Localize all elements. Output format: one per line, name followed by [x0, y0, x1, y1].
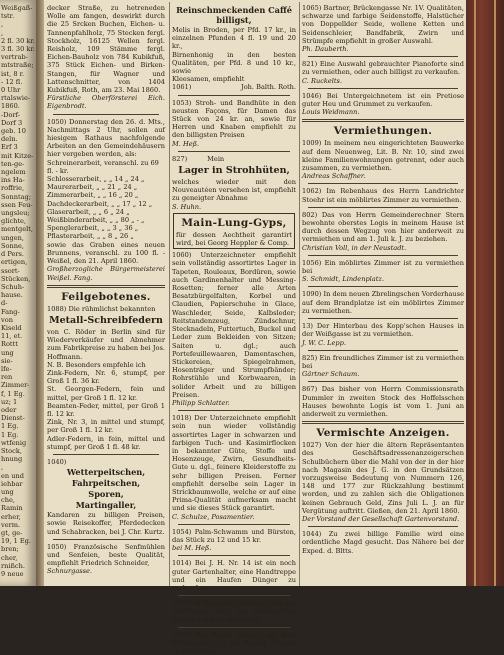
left-page-line: Sonntag; [1, 192, 32, 201]
left-page-line: Stock, [1, 446, 22, 455]
ad-1065-text: 1065) Bartner, Brückengasse Nr. 1V. Qualitäten, schwarze und farbige Seidenstoffe, Halstücher von Doppellder Seide, wollene Ketten und Seidenschleier, Bandfabrik, Zwirn und Strümpfe empfiehlt in großer Auswahl. [302, 4, 464, 45]
separator [308, 318, 458, 319]
left-page-line: , [1, 28, 4, 37]
separator [308, 88, 458, 89]
ad-1050b-signature: Schnurgasse. [47, 567, 93, 576]
separator [53, 539, 159, 540]
ad-1009-signature: Andreas Schaffner. [302, 172, 366, 181]
left-page-line: erher, [1, 512, 21, 521]
separator [178, 151, 290, 152]
left-page-line: ist, 8 r. [1, 69, 25, 78]
ad-1090-text: 1090) In dem neuen Zbrelingschen Vorderhause auf dem Brandplatze ist ein möblirtes Zimmer zu vermiethen. [302, 290, 464, 315]
works-item: Dachdeckerarbeit, „ „ 17 „ 12 „ [47, 199, 153, 208]
metal-pens-title: Metall-Schreibfedern [49, 314, 163, 326]
left-page-line: uz; 1 [1, 397, 18, 406]
section-title-rentals: Vermiethungen. [333, 125, 433, 138]
left-page-line: Dorf 3 [1, 118, 23, 127]
left-page-line: , [1, 463, 4, 472]
left-page-line: Sonne, [1, 241, 24, 250]
coffee-ad-clover: Kleesamen, empfiehlt [172, 75, 245, 84]
ad-1088-intro: 1088) Die rühmlichst bekannten [47, 304, 156, 313]
left-page-line: tstr. [1, 12, 15, 21]
ad-1050-tail: sowie das Graben eines neuen Brunnens, veranschl. zu 100 fl. - Weißel, den 21. April 1860. [47, 240, 165, 266]
metal-pens-note: N. B. Besonders empfehle ich [47, 360, 146, 369]
coffee-ad-honey: Birnenhonig in den besten Qualitäten, per Pfd. 8 und 10 kr., sowie [172, 50, 296, 76]
left-page-text [1, 4, 35, 578]
separator [308, 183, 458, 184]
gypsum-ad-box [173, 213, 295, 249]
ad-1053-signature: M. Heß. [172, 139, 200, 148]
column-divider [299, 2, 300, 586]
book-binding [466, 0, 504, 586]
column-3 [302, 4, 464, 555]
ad-1040-item: Sporen, [88, 489, 124, 500]
column-divider [169, 2, 170, 586]
left-page-line: ten-ge- [1, 159, 25, 168]
coffee-ad-text: Melis in Broden, per Pfd. 17 kr., in einzelnen Pfunden 4 fl. 19 und 20 kr., [172, 26, 296, 51]
works-list [47, 159, 165, 241]
ad-1053-text: 1053) Stroh- und Bandhüte in den neusten Façons, für Damen das Stück von 24 kr. an, sowie für Herren und Knaben empfiehlt zu den billigsten Preisen [172, 98, 296, 140]
left-page-line: f, 1 Eg. [1, 389, 25, 398]
left-page-line: en und [1, 471, 24, 480]
ad-1040-number: 1040) [47, 457, 67, 466]
ad-1056-text: 1056) Ein möblirtes Zimmer ist zu vermiethen bei [302, 258, 464, 276]
forest-auction-text: decker Straße, zu hetreneden Wolle am fangen, deswirkt durch die 25 Srcken Buchen, Eichen- u. Tannenpfahlholz, 75 Stecken fergl. Stockholz, 16125 Wellen fergl. Reisholz, 109 Stämme fergl. Eichen-Bauholz von 784 Kubikfuß, 375 Stück Eichen- und Birken-Stangen, für Wagner und Lattenschnitter, von 1404 Kubikfuß, Roth, am 23. Mai 1860. [47, 4, 165, 95]
ad-821-signature: C. Ruckelts. [302, 76, 343, 85]
left-page-line: ertigen, [1, 258, 28, 267]
left-page-edge [0, 0, 36, 586]
gypsum-ad-title: Main-Lung-Gyps, [181, 216, 287, 229]
ad-1040-text: Kandaren zu billigen Preisen, sowie Reisekoffer, Pferdedecken und Schabracken, bei J. Chr. Kurtz. [47, 511, 165, 536]
ad-1018-signature: C. Schulze, Posamentier. [172, 512, 255, 521]
left-page-line: 9 neue [1, 570, 24, 579]
ad-1027-text: 1027) Von der hier die ältern Repräsentanten des Geschäftsadressenanzeigerschen Schulbüchern über die Mahl von der in der hier nach Magasin des J. G. in den Grundsätzen vorzugsweise Bedeutung von Nummern 126, 148 und 177 zur Rückzahlung bestimmt worden, und zu zahlen sich die Obligationen keinen Gebrauch Geld, Zins Juli L. J. an für Vergütung auftritt. Gießen, den 21. April 1860. [302, 441, 464, 515]
left-page-line: ssen Feu- [1, 200, 33, 209]
left-page-line: vertrab- [1, 53, 28, 62]
ad-1050-signature: Großherzogliche Bürgermeisterei Weißel. Fang. [47, 265, 165, 282]
section-title-misc: Vermischte Anzeigen. [316, 427, 450, 440]
ad-867-text: 867) Das bisher von Herrn Commissionsrath Dummler in zweiten Stock des Hoffelsschen Hauses bewohnte Logis ist vom 1. Juni an anderweit zu vermiethen. [302, 385, 464, 418]
left-page-line: glichte, [1, 217, 27, 226]
left-page-line: wtfenig [1, 438, 27, 447]
separator [53, 454, 159, 455]
left-page-line: 0 Uhr [1, 86, 21, 95]
ad-13-text: 13) Der Hinterbau des Kopp'schen Hauses in der Weißgasse ist zu vermiethen. [302, 322, 464, 339]
coffee-ad-title: Reinschmeckenden Caffé billigst, [176, 5, 292, 25]
ad-1046-text: 1046) Bei Untergeichnetem ist ein Pretiose guter Heu und Grummet zu verkaufen. [302, 91, 464, 109]
ad-1054-text: 1054) Palm-Schwamm und Bürsten, das Stück zu 12 und 15 kr. [172, 527, 296, 544]
left-page-line: 1 Eg. [1, 430, 19, 439]
ad-1040-item: Martingaller, [75, 500, 137, 511]
works-item: Schlosserarbeit, „ „ 14 „ 24 „ [47, 175, 145, 184]
ad-1018-text: 1018) Der Unterzeichnete empfiehlt sein nun wieder vollständig assortirtes Lager in schwarzen und farbigen Tuch- und Kasimirflocken in bekannter Güte, Stoffe und Hosenzeuge, Zwirn, Gesundheits-Gute u. dgl., feinere Kleiderstoffe zu sehr billigen Preisen. Ferner empfiehlt derselbe sein Lager in Strickbaumwolle, welche er auf eine Prima-Qualität aufmerksam macht und sie dieses Stück garantirt. [172, 414, 296, 513]
separator [308, 56, 458, 57]
left-page-line: Schuh- [1, 282, 25, 291]
metal-pens-text: von C. Röder in Berlin sind für Wiederverkäufer und Abnehmer zum Fabrikpreise zu haben bei Jos. Hoffmann. [47, 327, 165, 361]
left-page-line: Fang- [1, 307, 20, 316]
separator [178, 595, 290, 596]
left-page-line: geb. 10 [1, 127, 26, 136]
left-page-line: lfe- [1, 364, 12, 373]
straw-hat-text: welches wieder mit den Nouveautéen versehen ist, empfiehlt zu geneigter Abnahme [172, 178, 296, 203]
ad-1060-text: 1060) Unterzeichneter empfiehlt sein vollständig assortirtes Lager in Tapeten, Rouleaux, Bordüren, sowie auch Gardinenhalter und Messing-Rosetten; ferner alle Arten Besatzbürgelfalten, Korbel und Claudien, Papierschuhe in Glace, Waschleder, Seide, Kalbsleder; Reitstandenzeug, Zündschnur, Stecknadeln, Futtertuch, Buckel und Leder zum Bekleiden von Sitzen; Saiten u. dgl.; auch Portefeuillewaaren, Damentaschen, Stickereien, Spiegelrahmen, Hosenträger und Strumpfbänder; Rohrstühle und Korbwaaren, in solider Arbeit und zu billigen Preisen. [172, 251, 296, 399]
separator [178, 410, 290, 411]
left-page-line: Stücken, [1, 274, 31, 283]
separator [308, 255, 458, 256]
works-item: Weißbinderarbeit, „ „ 80 „ - „ [47, 216, 145, 225]
ad-1056-signature: S. Schmidt, Lindenplatz. [302, 275, 384, 284]
ad-825-text: 825) Ein freundliches Zimmer ist zu vermiethen bei [302, 353, 464, 370]
left-page-line: cher, [1, 553, 18, 562]
ad-821-text: 821) Eine Auswahl gebrauchter Pianoforte sind zu vermiethen, oder auch billigst zu verkaufen. [302, 60, 464, 77]
left-page-line: -Dorf- [1, 110, 21, 119]
column-2 [172, 4, 296, 655]
separator [53, 114, 159, 115]
ad-802-signature: Christian Voll, in der Neustadt. [302, 243, 407, 252]
left-page-line: von [1, 315, 13, 324]
left-page-line: ungsleu; [1, 209, 30, 218]
separator [308, 286, 458, 287]
ad-1037-text: 1037) In Haus des Goldner Löwe am Marktplatz sind ein gebrauchtes Klavier billig zu verkaufen. [172, 599, 296, 624]
straw-hat-title: Lager in Strohhüten, [178, 165, 290, 177]
separator [178, 555, 290, 556]
ad-827-header [172, 155, 296, 163]
left-page-line: Zimmer- [1, 381, 30, 390]
works-item: Schreinerarbeit, veranschl. zu 69 fl. - kr. [47, 158, 159, 175]
left-page-line: ren [1, 373, 13, 382]
pen-zink-3: Zink, Nr. 3, in mittel und stumpf, per Groß 1 fl. 12 kr. [47, 418, 165, 435]
works-item: Glaserarbeit, „ „ 6 „ 24 „ [47, 207, 130, 216]
left-page-line: Erf 3 [1, 143, 18, 152]
left-page-line: 19, 1 Eg. [1, 537, 32, 546]
left-page-line: mit Kitze- [1, 151, 34, 160]
left-page-line: ung [1, 348, 14, 357]
left-page-line: deln. [1, 135, 18, 144]
left-page-line: verm. [1, 520, 21, 529]
ad-827-number: 827) [172, 154, 188, 163]
ad-1044-text: 1044) Zu zwei billige Familie wird eine ordentliche Magd gesucht. Das Nähere bei der Exped. d. Bltts. [302, 530, 464, 555]
left-page-line: rtalswie- [1, 94, 31, 103]
left-page-line: Weißgaß- [1, 4, 33, 12]
gypsum-ad-text: für dessen Aechtheit garantirt wird, bei Georg Heppler & Comp. [176, 230, 292, 248]
section-title-offers: Feilgebotenes. [61, 290, 151, 303]
coffee-ad-footer [172, 83, 296, 91]
forest-auction-signature: Fürstliche Oberförsterei Eich. Eigenbrodt. [47, 94, 165, 111]
book-gutter [36, 0, 44, 586]
left-page-line: gt, ge- [1, 529, 23, 537]
left-page-line: che, [1, 496, 15, 505]
works-item: Spenglerarbeit, „ „ 3 „ 36 „ [47, 224, 139, 233]
left-page-line: rnißch. [1, 561, 25, 570]
left-page-line: ungen, [1, 233, 24, 242]
column-1 [47, 4, 165, 576]
ad-1027-signature: Der Vorstand der Gesellschaft Gartenvorstand. [302, 514, 460, 523]
left-page-line: 1 Eg. [1, 422, 19, 431]
ad-1046-signature: Louis Weidmann. [302, 108, 360, 117]
coffee-ad-number: 1061) [172, 83, 192, 92]
ad-1014-text: 1014) Bei J. H. Nr. 14 ist ein noch guter Gartenhalter, eine Handtreppe und ein Haufen Dünger zu verkaufen. [172, 559, 296, 592]
left-page-line: , [1, 20, 4, 29]
ad-1054-signature: bei M. Heß. [172, 544, 212, 553]
separator [308, 350, 458, 351]
left-page-line: Dienst- [1, 414, 25, 423]
coffee-ad-signature: Joh. Balth. Roth. [241, 83, 296, 92]
left-page-line: Kiseld [1, 323, 22, 332]
left-page-line: ssort- [1, 266, 20, 275]
pen-zink-6: Zink-Federn, Nr. 6, stumpf, per Groß 1 fl. 36 kr. [47, 368, 165, 386]
left-page-line: 11, et. [1, 332, 23, 341]
ad-13-signature: J. W. C. Lepp. [302, 338, 346, 347]
left-page-line: Rottt [1, 340, 18, 349]
left-page-line: hnung [1, 455, 23, 464]
left-page-line: mentgelt, [1, 225, 34, 234]
left-page-line: roffrie, [1, 184, 25, 193]
ad-1050b-text: 1050) Französische Senfmühlen und Senfeien, beste Qualität, empfiehlt Friedrich Schneider, [47, 542, 165, 568]
left-page-line: mtstraße; [1, 61, 34, 70]
separator [178, 627, 290, 628]
pen-st-georgen: St. Georgen-Federn, fein und mittel, per Groß 1 fl. 12 kr. [47, 385, 165, 402]
separator [178, 524, 290, 525]
left-page-line: 2 fl. 30 kr. [1, 36, 35, 45]
left-page-line: sie- [1, 356, 13, 365]
ad-827-mein: Mein [207, 154, 225, 163]
ad-1060-signature: Philipp Schlatter. [172, 398, 230, 407]
works-item: Zimmerarbeit, „ „ 16 „ 20 „ [47, 191, 139, 200]
pen-adler: Adler-Federn, in fein, mittel und stumpf, per Groß 1 fl. 48 kr. [47, 434, 165, 451]
left-page-line: - 12 fl. [1, 77, 23, 86]
section-rule [302, 421, 464, 424]
ad-1040-item: Wetterpeitschen, [66, 467, 146, 478]
left-page-line: 3 fl. 30 kr. [1, 45, 35, 54]
pen-beamten: Beamten-Feder, mittel, per Groß 1 fl. 12 kr. [47, 401, 165, 418]
ad-825-signature: Gärtner Schaum. [302, 370, 360, 379]
left-page-line: hause. [1, 291, 23, 300]
ad-1050-text: 1050) Donnerstag den 26. d. Mts., Nachmittags 2 Uhr, sollen auf hiesigem Rathaus nachfolgende Arbeiten an den Gemeindehäusern hier vergeben werden, als: [47, 117, 165, 159]
works-item: Maurerarbeit, „ „ 21 „ 24 „ [47, 183, 138, 192]
left-page-line: Ramin [1, 504, 23, 513]
ad-1009-text: 1009) In meinem neu eingerichteten Bauwerke auf dem Neuenweg, Lit. B. Nr. 10, sind zwei kleine Familienwohnungen getrennt, oder auch zusammen, zu vermiethen. [302, 139, 464, 173]
separator [308, 526, 458, 527]
ad-1065-signature: Ph. Dauberth. [302, 45, 349, 54]
ad-1040-items [47, 467, 165, 510]
left-page-line: bren; [1, 545, 19, 554]
ad-1062-text: 1062) Im Rebenhaus des Herrn Landrichter Stoehr ist ein möblirtes Zimmer zu vermiethen. [302, 187, 464, 204]
binding-stripe [474, 0, 476, 586]
ad-1004-text: 1004) Bei Daniel Rimper auf dem Kirchenplatz ist ein Haufen Dünger zu verkaufen. [172, 630, 296, 655]
left-page-line: ung [1, 487, 14, 496]
separator [178, 95, 290, 96]
ad-1040-item: Fahrpeitschen, [71, 478, 141, 489]
straw-hat-signature: S. Huhn. [172, 202, 202, 211]
separator [308, 381, 458, 382]
section-rule [302, 119, 464, 122]
left-page-line: iehbar [1, 479, 23, 488]
ad-802-text: 802) Das von Herrn Gemeinderechner Stern bewohnte oberstes Logis in meinem Hause ist durch dessen Wegzug von hier anderweit zu vermiethen und am 1. Juli k. J. zu beziehen. [302, 210, 464, 244]
works-item: Pflasterarbeit, „ „ 8 „ 26 „ [47, 232, 134, 241]
separator [308, 207, 458, 208]
binding-stripe [494, 0, 496, 586]
left-page-line: ngelem [1, 168, 26, 177]
left-page-line: d Pers. [1, 250, 24, 259]
left-page-line: ins Ha- [1, 176, 25, 185]
left-page-line: d- [1, 299, 8, 308]
section-rule [47, 285, 165, 288]
left-page-line: oder [1, 405, 17, 414]
left-page-line: 1860. [1, 102, 20, 111]
